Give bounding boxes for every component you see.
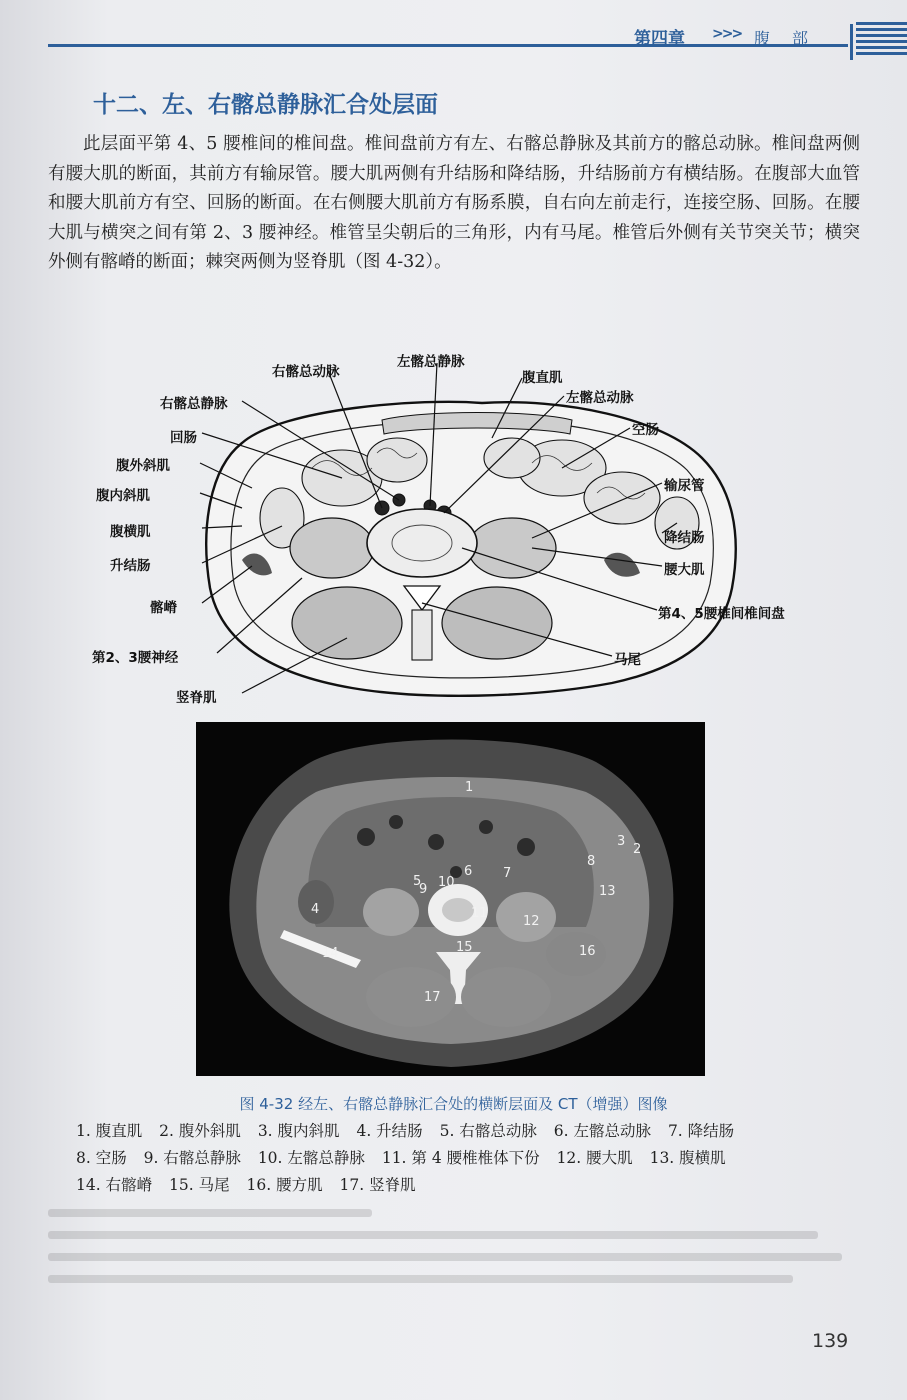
r-psoas — [290, 518, 374, 578]
ct-label-17: 17 — [424, 990, 441, 1005]
label-l-common-iliac-artery: 左髂总动脉 — [566, 390, 634, 406]
header-rule — [48, 44, 848, 47]
label-descending-colon: 降结肠 — [664, 530, 705, 546]
anatomy-diagram — [92, 348, 852, 718]
header-divider — [850, 24, 853, 60]
legend-item: 9. 右髂总静脉 — [143, 1149, 241, 1167]
label-transversus: 腹横肌 — [110, 524, 151, 540]
label-rectus: 腹直肌 — [522, 370, 563, 386]
figure-caption: 图 4-32 经左、右髂总静脉汇合处的横断层面及 CT（增强）图像 — [239, 1095, 668, 1113]
l-psoas — [468, 518, 556, 578]
ct-label-12: 12 — [523, 914, 540, 929]
ct-image — [196, 722, 705, 1076]
intestine-loop — [367, 438, 427, 482]
ct-label-11: 11 — [471, 906, 488, 921]
legend-item: 15. 马尾 — [169, 1176, 230, 1194]
legend-item: 1. 腹直肌 — [76, 1122, 143, 1140]
legend-item: 6. 左髂总动脉 — [553, 1122, 651, 1140]
legend-item: 16. 腰方肌 — [246, 1176, 323, 1194]
body-paragraph: 此层面平第 4、5 腰椎间的椎间盘。椎间盘前方有左、右髂总静脉及其前方的髂总动脉。椎间盘两侧有腰大肌的断面，其前方有输尿管。腰大肌两侧有升结肠和降结肠，升结肠前方有横结肠。在腹部大血管和腰大肌前方有空、回肠的断面。在右侧腰大肌前方有肠系膜，自右向左前走行，连接空肠、回肠。在腰大肌与横突之间有第 2、3 腰神经。椎管呈尖朝后的三角形，内有马尾。椎管后外侧有关节突关节；横突外侧有髂嵴的断面；棘突两侧为竖脊肌（图 4-32）。 — [48, 134, 860, 272]
label-iliac-crest: 髂嵴 — [150, 600, 177, 616]
ct-label-8: 8 — [587, 854, 596, 869]
ct-label-1: 1 — [465, 780, 474, 795]
page-number: 139 — [812, 1330, 849, 1352]
label-ileum: 回肠 — [170, 430, 197, 446]
header-part: 腹部 — [754, 29, 831, 48]
label-ascending-colon: 升结肠 — [110, 558, 151, 574]
ct-label-3: 3 — [617, 834, 626, 849]
ct-label-4: 4 — [311, 902, 320, 917]
label-lumbar-nerves: 第2、3腰神经 — [92, 650, 179, 666]
reverse-side-bleed — [48, 1195, 858, 1305]
ct-label-10: 10 — [438, 875, 455, 890]
l-erector — [442, 587, 552, 659]
legend-item: 12. 腰大肌 — [556, 1149, 633, 1167]
legend-item: 17. 竖脊肌 — [339, 1176, 416, 1194]
legend-item: 14. 右髂嵴 — [76, 1176, 153, 1194]
ct-label-16: 16 — [579, 944, 596, 959]
label-r-common-iliac-artery: 右髂总动脉 — [272, 364, 340, 380]
label-erector-spinae: 竖脊肌 — [176, 690, 217, 706]
ct-label-6: 6 — [464, 864, 473, 879]
legend-item: 2. 腹外斜肌 — [159, 1122, 241, 1140]
ct-label-5: 5 — [413, 874, 422, 889]
intestine-loop — [484, 438, 540, 478]
label-l-common-iliac-vein: 左髂总静脉 — [397, 354, 465, 370]
ct-label-9: 9 — [419, 882, 428, 897]
legend-item: 11. 第 4 腰椎椎体下份 — [381, 1149, 540, 1167]
legend-item: 7. 降结肠 — [667, 1122, 735, 1140]
intestine-loop — [584, 472, 660, 524]
label-jejunum: 空肠 — [632, 422, 659, 438]
legend-item: 3. 腹内斜肌 — [257, 1122, 340, 1140]
label-ureter: 输尿管 — [664, 478, 705, 494]
legend-item: 8. 空肠 — [76, 1149, 127, 1167]
ct-drawing — [196, 722, 705, 1076]
label-internal-oblique: 腹内斜肌 — [96, 488, 150, 504]
label-external-oblique: 腹外斜肌 — [116, 458, 170, 474]
label-r-common-iliac-vein: 右髂总静脉 — [160, 396, 228, 412]
section-title: 十二、左、右髂总静脉汇合处层面 — [93, 92, 438, 118]
ct-label-7: 7 — [503, 866, 512, 881]
legend-item: 5. 右髂总动脉 — [439, 1122, 537, 1140]
ct-label-14: 14 — [322, 946, 339, 961]
label-cauda-equina: 马尾 — [614, 652, 641, 668]
header-stripes — [856, 22, 907, 66]
disc-shape — [367, 509, 477, 577]
body-text — [48, 130, 860, 278]
ct-label-2: 2 — [633, 842, 642, 857]
figure-legend — [76, 1118, 856, 1199]
label-l4-l5-disc: 第4、5腰椎间椎间盘 — [658, 606, 785, 622]
ct-label-13: 13 — [599, 884, 616, 899]
header-arrows: >>> — [712, 26, 742, 42]
label-psoas: 腰大肌 — [664, 562, 705, 578]
spinous-process — [412, 610, 432, 660]
r-erector — [292, 587, 402, 659]
legend-item: 10. 左髂总静脉 — [257, 1149, 365, 1167]
legend-item: 4. 升结肠 — [356, 1122, 423, 1140]
header-chapter: 第四章 — [634, 29, 685, 49]
legend-item: 13. 腹横肌 — [649, 1149, 726, 1167]
ct-label-15: 15 — [456, 940, 473, 955]
